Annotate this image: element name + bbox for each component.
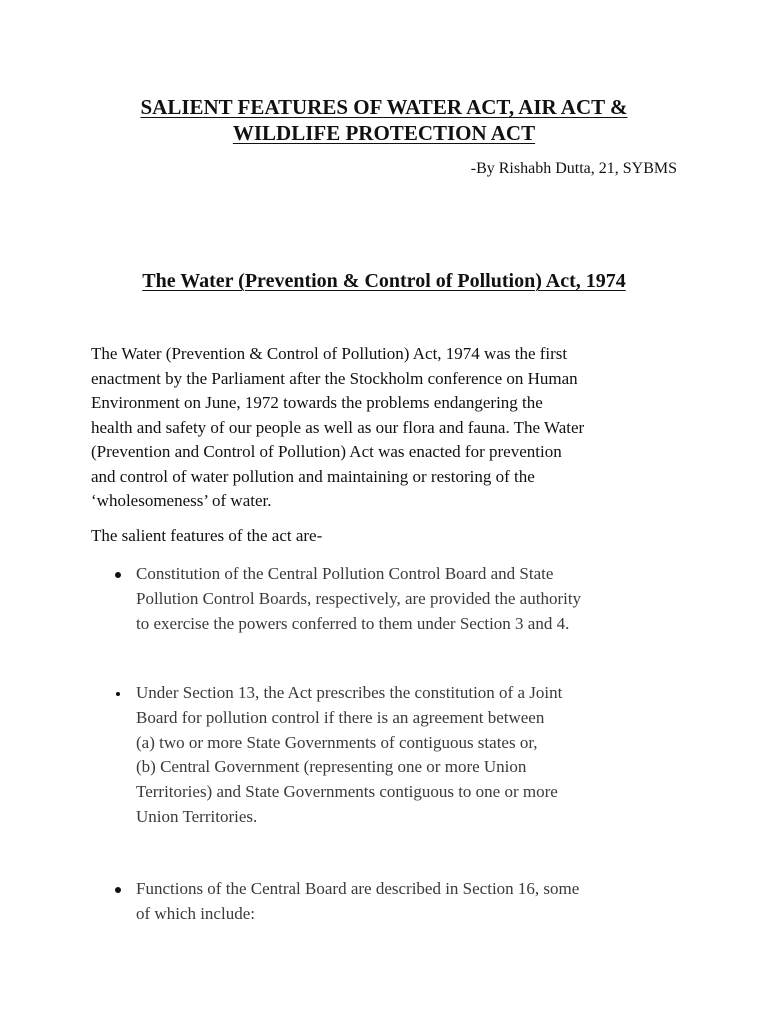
intro-line-4: health and safety of our people as well as our flora and fauna. The Water: [91, 417, 585, 437]
list-item: [136, 877, 696, 927]
title-line-2: WILDLIFE PROTECTION ACT: [232, 121, 536, 145]
intro-line-6: and control of water pollution and maintaining or restoring of the: [91, 466, 535, 486]
document-title: [60, 94, 708, 146]
title-line-1: SALIENT FEATURES OF WATER ACT, AIR ACT &: [140, 95, 628, 119]
intro-line-3: Environment on June, 1972 towards the problems endangering the: [91, 393, 543, 412]
list-item-line: Pollution Control Boards, respectively, are provided the authority: [136, 588, 582, 608]
features-intro: The salient features of the act are-: [91, 526, 323, 545]
list-item-line: of which include:: [136, 903, 255, 923]
list-item-line: to exercise the powers conferred to them under Section 3 and 4.: [136, 613, 570, 633]
list-item-line: Territories) and State Governments contiguous to one or more: [136, 782, 558, 802]
list-item-line: (b) Central Government (representing one or more Union: [136, 757, 527, 777]
author-byline: -By Rishabh Dutta, 21, SYBMS: [470, 160, 677, 177]
list-item: [136, 681, 696, 830]
bullet-icon: [115, 887, 121, 893]
list-item-line: Board for pollution control if there is an agreement between: [136, 707, 545, 727]
intro-line-5: (Prevention and Control of Pollution) Act was enacted for prevention: [91, 442, 562, 461]
list-item-line: Constitution of the Central Pollution Control Board and State: [136, 564, 554, 583]
bullet-icon: [115, 572, 121, 578]
list-item-line: Functions of the Central Board are described in Section 16, some: [136, 879, 580, 898]
intro-line-1: The Water (Prevention & Control of Pollution) Act, 1974 was the first: [91, 344, 568, 363]
list-item-line: (a) two or more State Governments of contiguous states or,: [136, 732, 538, 752]
section-heading: The Water (Prevention & Control of Pollution) Act, 1974: [142, 270, 626, 292]
list-item-line: Union Territories.: [136, 806, 258, 826]
list-item: [136, 562, 696, 636]
list-item-line: Under Section 13, the Act prescribes the constitution of a Joint: [136, 683, 563, 702]
intro-line-7: ‘wholesomeness’ of water.: [91, 491, 272, 510]
intro-paragraph: [91, 342, 691, 514]
bullet-icon: [116, 692, 120, 696]
intro-line-2: enactment by the Parliament after the Stockholm conference on Human: [91, 368, 578, 388]
